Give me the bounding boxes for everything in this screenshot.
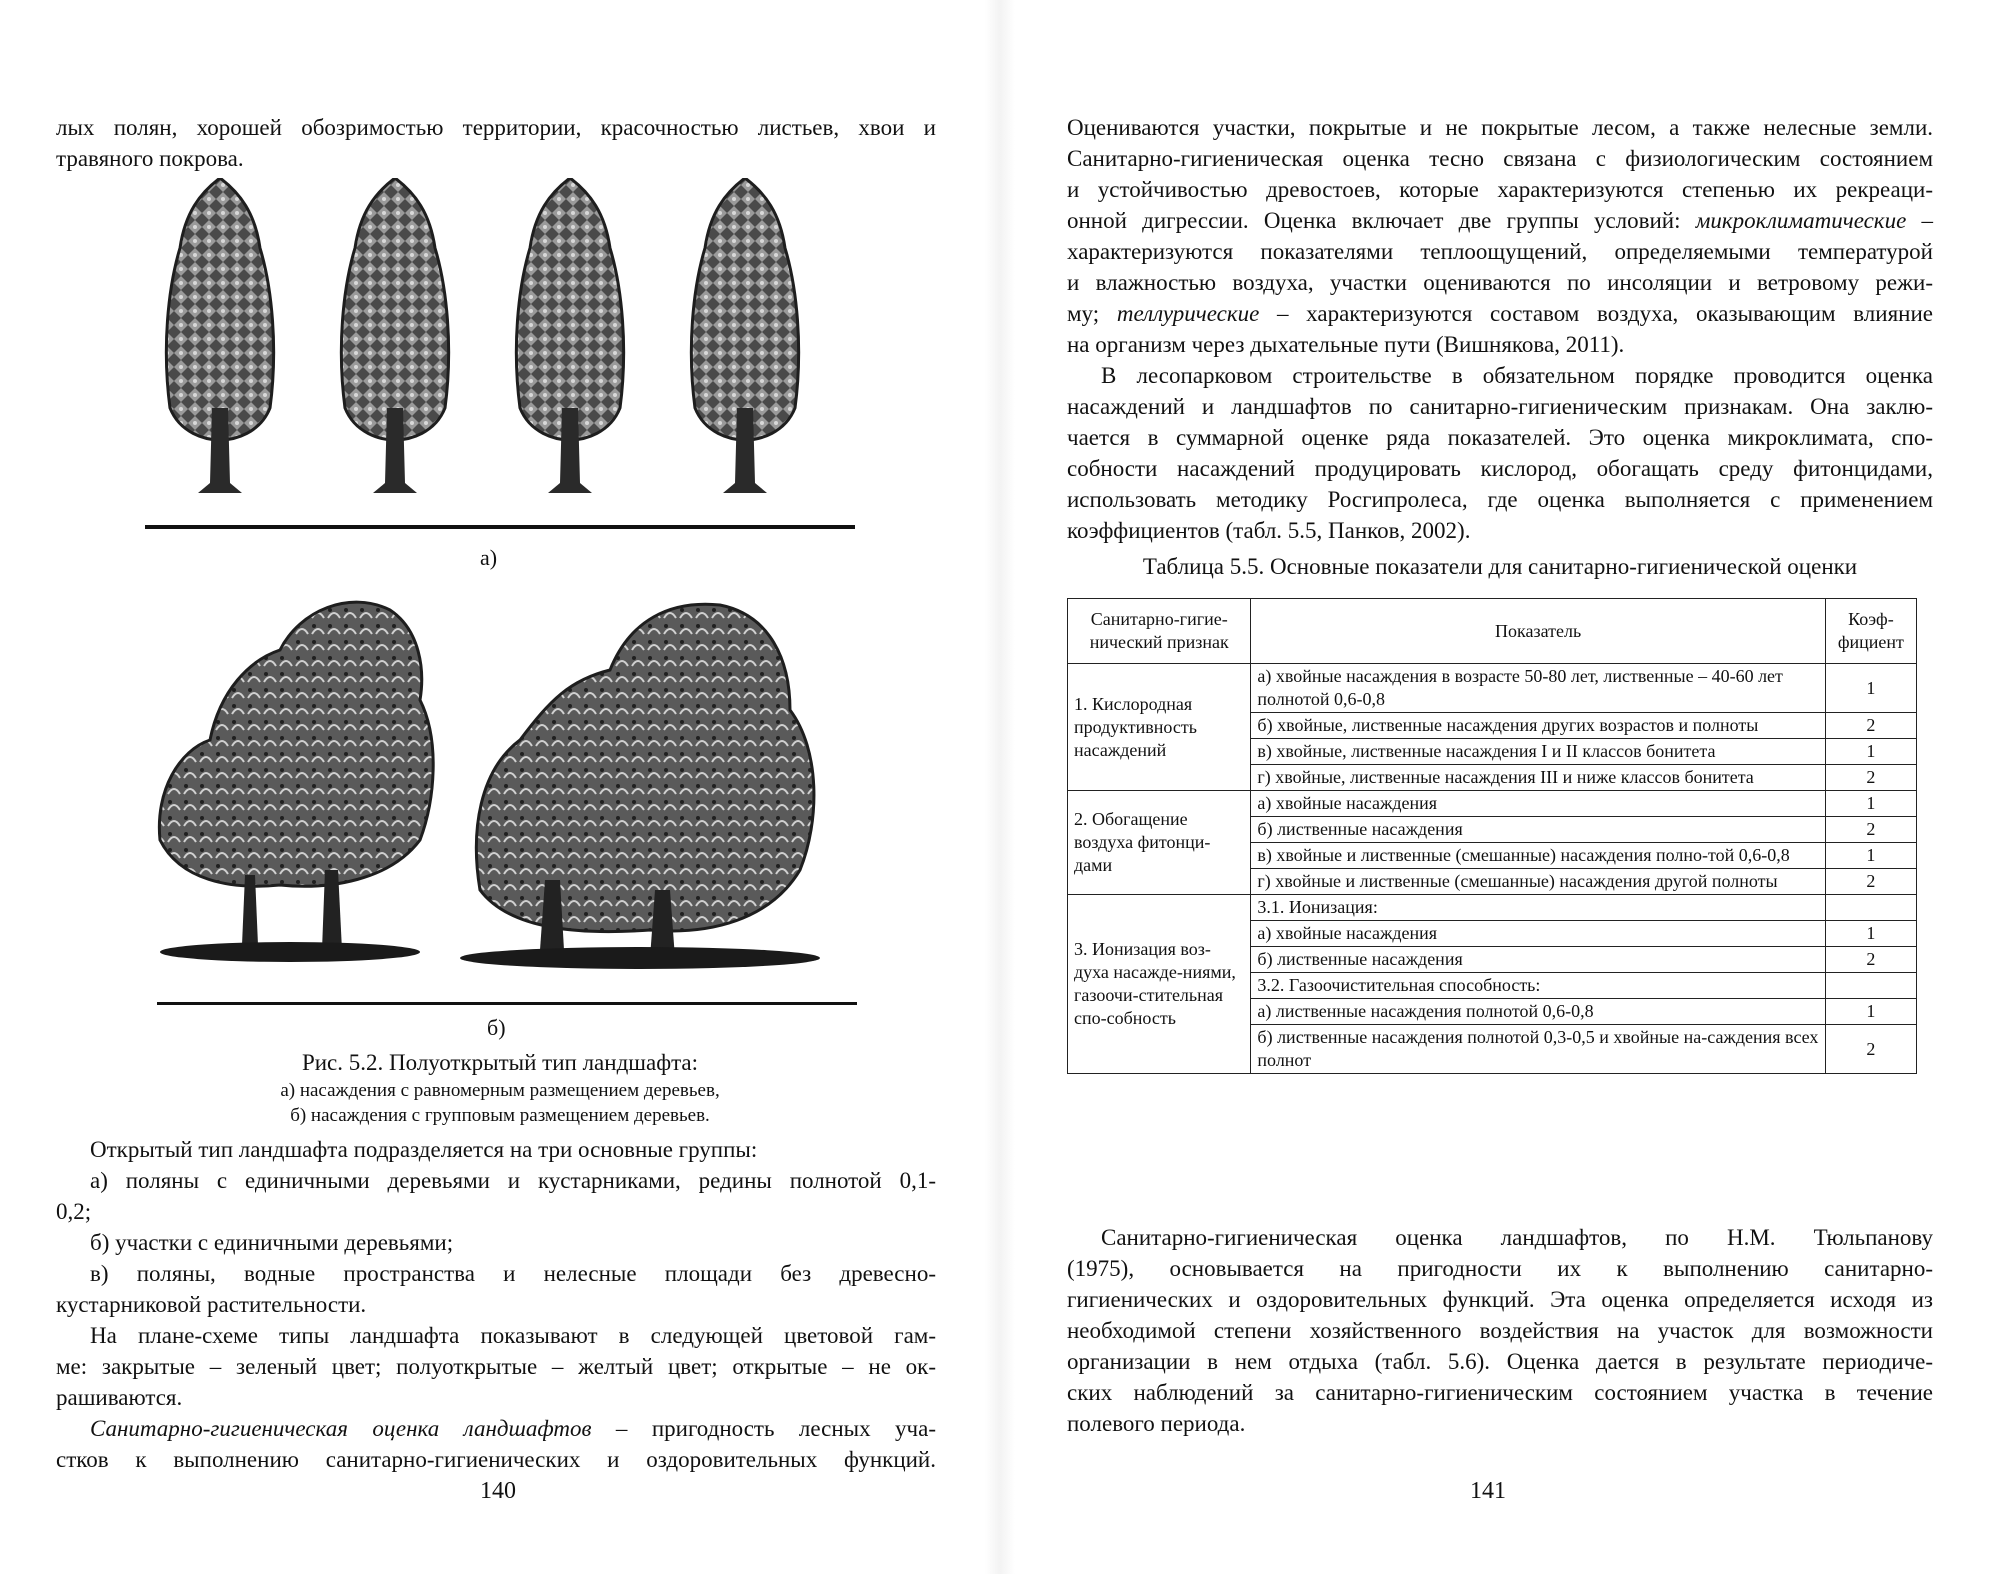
indicator-cell: а) хвойные насаждения bbox=[1251, 791, 1825, 817]
column-header-coefficient: Коэф-фициент bbox=[1825, 599, 1916, 664]
figure-caption-line: а) насаждения с равномерным размещением деревьев, bbox=[280, 1080, 720, 1101]
indicator-cell: в) хвойные, лиственные насаждения I и II классов бонитета bbox=[1251, 739, 1825, 765]
text-line: полевого периода. bbox=[1067, 1411, 1246, 1436]
text-line bbox=[1067, 298, 1933, 329]
group-cell: 1. Кислородная продуктивность насаждений bbox=[1068, 664, 1251, 791]
text-line: ских наблюдений за санитарно-гигиеническим состоянием участка в течение bbox=[1067, 1380, 1933, 1405]
table-header-row bbox=[1068, 599, 1917, 664]
indicator-cell: а) хвойные насаждения bbox=[1251, 921, 1825, 947]
figure-a-label: а) bbox=[480, 545, 498, 570]
coefficient-cell: 1 bbox=[1825, 921, 1916, 947]
coefficient-cell: 1 bbox=[1825, 739, 1916, 765]
indicator-cell: г) хвойные и лиственные (смешанные) насаждения другой полноты bbox=[1251, 869, 1825, 895]
indicator-cell: а) лиственные насаждения полнотой 0,6-0,8 bbox=[1251, 999, 1825, 1025]
text-line: коэффициентов (табл. 5.5, Панков, 2002). bbox=[1067, 518, 1471, 543]
text-line: Санитарно-гигиеническая оценка ландшафтов, по Н.М. Тюльпанову bbox=[1101, 1225, 1933, 1250]
list-item-continuation: 0,2; bbox=[56, 1199, 92, 1224]
text-line bbox=[1067, 205, 1933, 236]
page-number: 140 bbox=[480, 1478, 516, 1504]
coefficient-cell: 1 bbox=[1825, 999, 1916, 1025]
coefficient-cell: 1 bbox=[1825, 843, 1916, 869]
italic-term: микроклиматические bbox=[1695, 208, 1907, 233]
text-line: (1975), основывается на пригодности их к выполнению санитарно- bbox=[1067, 1256, 1933, 1281]
text-line: и устойчивостью древостоев, которые характеризуются степенью их рекреаци- bbox=[1067, 177, 1933, 202]
list-item-continuation: кустарниковой растительности. bbox=[56, 1292, 367, 1317]
text-line: травяного покрова. bbox=[56, 146, 244, 171]
text-line: Санитарно-гигиеническая оценка тесно связана с физиологическим состоянием bbox=[1067, 146, 1933, 171]
coefficient-cell: 2 bbox=[1825, 765, 1916, 791]
text-fragment: му; bbox=[1067, 301, 1117, 326]
text-line: В лесопарковом строительстве в обязательном порядке проводится оценка bbox=[1101, 363, 1933, 388]
column-header-feature: Санитарно-гигие-нический признак bbox=[1068, 599, 1251, 664]
text-fragment: онной дигрессии. Оценка включает две группы условий: bbox=[1067, 208, 1696, 233]
paragraph: Открытый тип ландшафта подразделяется на три основные группы: bbox=[90, 1137, 758, 1162]
figure-b-ground-line bbox=[157, 1002, 857, 1005]
indicators-table bbox=[1067, 598, 1917, 1074]
figure-caption bbox=[150, 1048, 850, 1128]
text-line: чается в суммарной оценке ряда показателей. Это оценка микроклимата, спо- bbox=[1067, 425, 1933, 450]
coefficient-cell: 2 bbox=[1825, 1025, 1916, 1074]
text-line: рашиваются. bbox=[56, 1385, 183, 1410]
text-line: собности насаждений продуцировать кислород, обогащать среду фитонцидами, bbox=[1067, 456, 1933, 481]
coefficient-cell: 2 bbox=[1825, 713, 1916, 739]
italic-term: Санитарно-гигиеническая оценка ландшафтов bbox=[90, 1416, 592, 1441]
left-page-body bbox=[56, 1134, 936, 1475]
figure-caption-title: Рис. 5.2. Полуоткрытый тип ландшафта: bbox=[301, 1050, 699, 1075]
indicator-cell: 3.2. Газоочистительная способность: bbox=[1251, 973, 1825, 999]
figure-a-ground-line bbox=[145, 525, 855, 529]
table-row bbox=[1068, 791, 1917, 817]
text-fragment: – bbox=[1906, 208, 1934, 233]
column-header-indicator: Показатель bbox=[1251, 599, 1825, 664]
text-line: характеризуются показателями теплоощущений, определяемыми температурой bbox=[1067, 239, 1933, 264]
text-fragment: – характеризуются составом воздуха, оказывающим влияние bbox=[1259, 301, 1933, 326]
indicator-cell: б) лиственные насаждения полнотой 0,3-0,5 и хвойные на-саждения всех полнот bbox=[1251, 1025, 1825, 1074]
page-number: 141 bbox=[1470, 1478, 1506, 1504]
figure-caption-line: б) насаждения с групповым размещением деревьев. bbox=[290, 1105, 710, 1126]
coefficient-cell: 2 bbox=[1825, 869, 1916, 895]
text-line: использовать методику Росгипролеса, где оценка выполняется с применением bbox=[1067, 487, 1933, 512]
text-fragment: – пригодность лесных уча- bbox=[591, 1416, 936, 1441]
intro-text bbox=[56, 112, 936, 174]
indicator-cell: б) лиственные насаждения bbox=[1251, 947, 1825, 973]
text-line: ме: закрытые – зеленый цвет; полуоткрытые – желтый цвет; открытые – не ок- bbox=[56, 1354, 936, 1379]
text-line: на организм через дыхательные пути (Вишнякова, 2011). bbox=[1067, 332, 1625, 357]
figure-a-trees-illustration bbox=[140, 178, 860, 498]
coefficient-cell: 2 bbox=[1825, 817, 1916, 843]
text-line: и влажностью воздуха, участки оцениваются по инсоляции и ветровому режи- bbox=[1067, 270, 1933, 295]
coefficient-cell: 1 bbox=[1825, 664, 1916, 713]
indicator-cell: б) хвойные, лиственные насаждения других возрастов и полноты bbox=[1251, 713, 1825, 739]
indicator-cell: в) хвойные и лиственные (смешанные) насаждения полно-той 0,6-0,8 bbox=[1251, 843, 1825, 869]
list-item: а) поляны с единичными деревьями и кустарниками, редины полнотой 0,1- bbox=[90, 1168, 936, 1193]
figure-b-tree-groups-illustration bbox=[150, 590, 850, 980]
right-page-bottom-text bbox=[1067, 1222, 1933, 1439]
coefficient-cell bbox=[1825, 973, 1916, 999]
group-cell: 3. Ионизация воз-духа насажде-ниями, газоочи-стительная спо-собность bbox=[1068, 895, 1251, 1074]
list-item: б) участки с единичными деревьями; bbox=[90, 1230, 454, 1255]
right-page-top-text bbox=[1067, 112, 1933, 546]
text-line: насаждений и ландшафтов по санитарно-гигиеническим признакам. Она заклю- bbox=[1067, 394, 1933, 419]
text-line: стков к выполнению санитарно-гигиенических и оздоровительных функций. bbox=[56, 1447, 936, 1472]
text-line: организации в нем отдыха (табл. 5.6). Оценка дается в результате периодиче- bbox=[1067, 1349, 1933, 1374]
text-line: необходимой степени хозяйственного воздействия на участок для возможности bbox=[1067, 1318, 1933, 1343]
table-row bbox=[1068, 895, 1917, 921]
table-title: Таблица 5.5. Основные показатели для санитарно-гигиенической оценки bbox=[1142, 554, 1858, 579]
text-line: На плане-схеме типы ландшафта показывают в следующей цветовой гам- bbox=[90, 1323, 936, 1348]
text-line: гигиенических и оздоровительных функций. Эта оценка определяется исходя из bbox=[1067, 1287, 1933, 1312]
italic-term: теллурические bbox=[1116, 301, 1260, 326]
indicator-cell: 3.1. Ионизация: bbox=[1251, 895, 1825, 921]
coefficient-cell bbox=[1825, 895, 1916, 921]
text-line bbox=[56, 1413, 936, 1444]
figure-b-label: б) bbox=[487, 1015, 506, 1040]
text-line: Оцениваются участки, покрытые и не покрытые лесом, а также нелесные земли. bbox=[1067, 115, 1933, 140]
indicator-cell: г) хвойные, лиственные насаждения III и ниже классов бонитета bbox=[1251, 765, 1825, 791]
page-141 bbox=[1000, 0, 2000, 1574]
table-row bbox=[1068, 664, 1917, 713]
text-line: лых полян, хорошей обозримостью территории, красочностью листьев, хвои и bbox=[56, 115, 936, 140]
coefficient-cell: 1 bbox=[1825, 791, 1916, 817]
coefficient-cell: 2 bbox=[1825, 947, 1916, 973]
group-cell: 2. Обогащение воздуха фитонци-дами bbox=[1068, 791, 1251, 895]
list-item: в) поляны, водные пространства и нелесные площади без древесно- bbox=[90, 1261, 936, 1286]
indicator-cell: б) лиственные насаждения bbox=[1251, 817, 1825, 843]
indicator-cell: а) хвойные насаждения в возрасте 50-80 лет, лиственные – 40-60 лет полнотой 0,6-0,8 bbox=[1251, 664, 1825, 713]
